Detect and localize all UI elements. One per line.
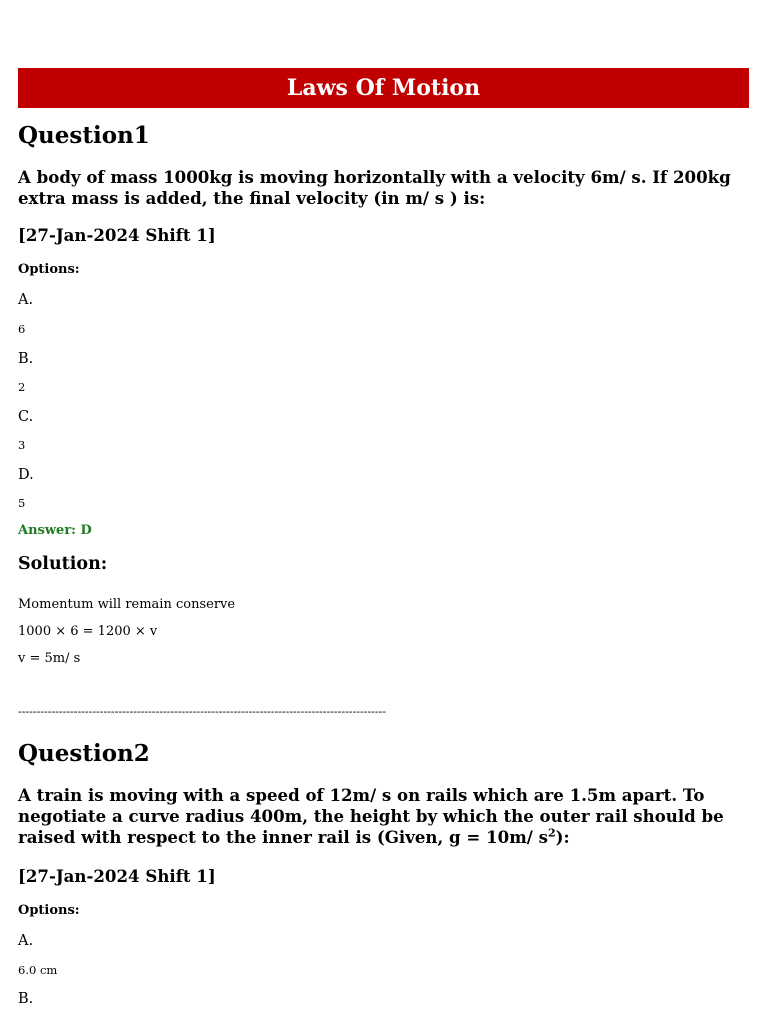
question-2-text-superscript: 2 xyxy=(547,826,556,840)
question-1-answer: Answer: D xyxy=(18,523,92,538)
question-1-option-c-value: 3 xyxy=(18,438,26,452)
question-2-option-b-letter: B. xyxy=(18,991,34,1007)
question-2-options-label: Options: xyxy=(18,903,80,918)
question-1-text: A body of mass 1000kg is moving horizontally with a velocity 6m/ s. If 200kg extra mass is added, the final velocity (in m/ s ) is: xyxy=(18,167,731,208)
question-1-solution-line: Momentum will remain conserve xyxy=(18,597,236,612)
question-1-solution-line: v = 5m/ s xyxy=(18,651,81,666)
question-1-option-c-letter: C. xyxy=(18,409,34,425)
question-2-option-a-letter: A. xyxy=(18,933,34,949)
question-1-option-b-value: 2 xyxy=(18,380,26,394)
question-1-option-a-value: 6 xyxy=(18,322,26,336)
question-1-option-d-letter: D. xyxy=(18,467,34,483)
question-1-solution-title: Solution: xyxy=(18,554,108,574)
question-2-text-end: ): xyxy=(555,827,570,847)
question-1-option-b-letter: B. xyxy=(18,351,34,367)
question-1-shift: [27-Jan-2024 Shift 1] xyxy=(18,225,216,245)
question-1-option-a-letter: A. xyxy=(18,292,34,308)
question-2-option-a-value: 6.0 cm xyxy=(18,963,58,977)
question-divider: --------------------------------------------------------------------------------------------------- xyxy=(18,705,386,718)
question-1-solution-line: 1000 × 6 = 1200 × v xyxy=(18,624,158,639)
question-2-text-main: A train is moving with a speed of 12m/ s on rails which are 1.5m apart. To negotiate a curve radius 400m, the height by which the outer rail should be raised with respect to the inner rail is (Given, g = 10m/ s xyxy=(18,785,724,847)
question-1-option-d-value: 5 xyxy=(18,496,26,510)
page-title-banner: Laws Of Motion xyxy=(18,68,749,108)
question-2-text xyxy=(18,785,748,848)
question-1-title: Question1 xyxy=(18,122,150,149)
question-2-title: Question2 xyxy=(18,740,150,767)
question-2-shift: [27-Jan-2024 Shift 1] xyxy=(18,866,216,886)
question-1-options-label: Options: xyxy=(18,262,80,277)
